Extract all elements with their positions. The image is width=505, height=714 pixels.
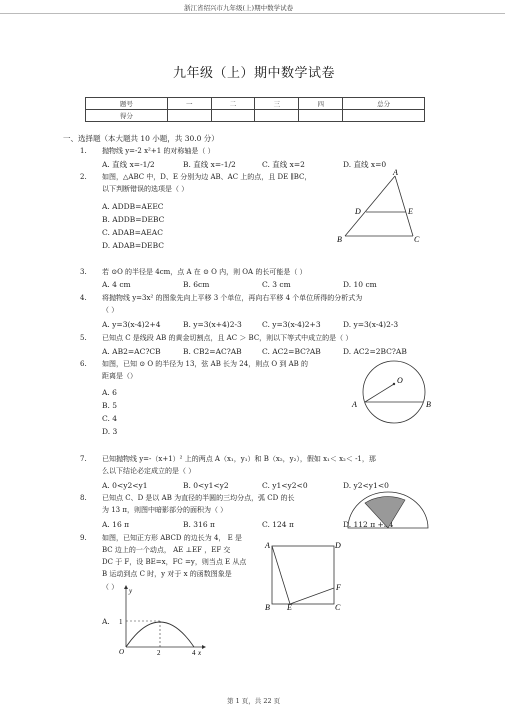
option-d[interactable]: D. y2<y1<0 [343,481,389,490]
figure-label: B [426,400,431,409]
graph-label: 4 [192,649,196,657]
score-cell[interactable] [167,110,211,122]
section-heading: 一、选择题（本大题共 10 小题，共 30.0 分） [63,134,219,143]
question-number: 8. [80,494,87,502]
score-cell[interactable] [343,110,425,122]
question-number: 9. [80,534,87,542]
figure-label: D [355,207,361,216]
score-cell[interactable] [255,110,299,122]
option-a[interactable]: A. y=3(x-4)2+4 [102,320,161,329]
option-a[interactable]: A. AB2=AC?CB [102,347,161,356]
graph-label: y [129,587,133,595]
question-stem: 将抛物线 y=3x² 的图象先向上平移 3 个单位，再向右平移 4 个单位所得的分析式为 [102,294,363,302]
score-cell: 一 [167,98,211,110]
option-d[interactable]: D. 10 cm [343,280,377,289]
graph-label: 2 [157,649,161,657]
option-b[interactable]: B. y=3(x+4)2-3 [183,320,242,329]
question-stem: （ ） [102,306,119,314]
option-b[interactable]: B. 6cm [183,280,210,289]
question-stem: （ ） [102,583,119,591]
question-number: 4. [80,294,87,302]
option-d[interactable]: D. 3 [102,427,118,436]
option-d[interactable]: D. 112 π +34 [343,520,394,529]
question-number: 6. [80,360,87,368]
question-stem: 已知抛物线 y=-（x+1）² 上的两点 A（x₁，y₁）和 B（x₂，y₂），假如 x₁＜ x₂＜ -1，那 [102,455,376,463]
option-b[interactable]: B. CB2=AC?AB [183,347,242,356]
option-d[interactable]: D. AC2=2BC?AB [343,347,407,356]
question-number: 5. [80,334,87,342]
option-a[interactable]: A. 直线 x=-1/2 [102,160,155,169]
question-stem: 么以下结论必定成立的是（ ） [102,467,196,475]
score-cell: 四 [299,98,343,110]
score-cell: 二 [211,98,255,110]
option-c[interactable]: C. 直线 x=2 [262,160,305,169]
question-number: 7. [80,455,87,463]
question-stem: 已知点 C 是线段 AB 的黄金切割点，且 AC ＞ BC，则以下等式中成立的是（ ） [102,334,353,342]
question-number: 1. [80,147,87,155]
question-stem: 如图，已知 ⊙ O 的半径为 13，弦 AB 长为 24，则点 O 到 AB 的 [102,360,309,368]
score-cell[interactable] [211,110,255,122]
score-cell: 得分 [86,110,168,122]
option-c[interactable]: C. 3 cm [262,280,291,289]
question-stem: 如图，已知正方形 ABCD 的边长为 4， E 是 [102,534,242,542]
question-stem: 以下判断错误的选项是（ ） [102,185,189,193]
option-b[interactable]: B. 316 π [183,520,215,529]
option-c[interactable]: C. 124 π [262,520,294,529]
score-cell: 三 [255,98,299,110]
option-d[interactable]: D. y=3(x-4)2-3 [343,320,399,329]
option-c[interactable]: C. y1<y2<0 [262,481,308,490]
question-stem: DC 于 F，设 BE=x，FC =y，则当点 E 从点 [102,558,247,566]
question-stem: 抛物线 y=-2 x²+1 的对称轴是（ ） [102,147,215,155]
semicircle-figure [340,492,432,532]
function-graph [116,585,206,655]
question-number: 2. [80,173,87,181]
score-table-header-row [86,98,425,110]
score-table [85,97,425,122]
score-cell: 题号 [86,98,168,110]
option-a[interactable]: A. 0<y2<y1 [102,481,148,490]
figure-label: B [337,235,342,244]
question-number: 3. [80,268,87,276]
question-stem: B 运动到点 C 时，y 对于 x 的函数图象是 [102,570,232,578]
header-rule [0,13,505,14]
question-stem: BC 边上的一个动点， AE ⊥EF ，EF 交 [102,546,231,554]
option-c[interactable]: C. 4 [102,414,118,423]
question-stem: 若 ⊙O 的半径是 4cm，点 A 在 ⊙ O 内，则 OA 的长可能是（ ） [102,268,307,276]
option-a[interactable]: A. [102,617,110,626]
graph-label: 1 [119,618,123,626]
graph-label: O [119,648,125,656]
option-b[interactable]: B. 直线 x=-1/2 [183,160,236,169]
option-a[interactable]: A. 6 [102,388,117,397]
question-stem: 为 13 π，则图中暗影部分的面积为（ ） [102,506,228,514]
score-cell: 总分 [343,98,425,110]
figure-label: A [393,168,398,177]
option-a[interactable]: A. 16 π [102,520,130,529]
triangle-figure [335,168,425,248]
option-b[interactable]: B. ADDB=DEBC [102,215,165,224]
figure-label: C [414,235,420,244]
option-b[interactable]: B. 5 [102,401,118,410]
page-header: 浙江省绍兴市九年级(上)期中数学试卷 [184,4,294,12]
option-d[interactable]: D. ADAB=DEBC [102,241,165,250]
option-c[interactable]: C. AC2=BC?AB [262,347,321,356]
figure-label: A [265,541,270,550]
square-figure [262,540,342,610]
page-title: 九年级（上）期中数学试卷 [173,66,336,81]
score-table-score-row [86,110,425,122]
option-c[interactable]: C. ADAB=AEAC [102,228,163,237]
question-stem: 已知点 C、D 是以 AB 为直径的半圆的三均分点，弧 CD 的长 [102,494,295,502]
figure-label: O [397,376,403,385]
figure-label: E [408,207,413,216]
figure-label: D [335,541,341,550]
figure-label: F [336,583,341,592]
question-stem: 如图，△ABC 中，D、E 分别为边 AB、AC 上的点，且 DE ∥BC， [102,173,312,181]
option-c[interactable]: C. y=3(x-4)2+3 [262,320,321,329]
option-b[interactable]: B. 0<y1<y2 [183,481,229,490]
circle-figure [348,358,440,428]
figure-label: E [287,603,292,612]
page-footer: 第 1 页，共 22 页 [227,697,281,705]
score-cell[interactable] [299,110,343,122]
graph-label: x [198,649,202,657]
option-a[interactable]: A. 4 cm [102,280,131,289]
question-stem: 距离是（） [102,372,137,380]
option-a[interactable]: A. ADDB=AEEC [102,202,164,211]
figure-label: B [265,603,270,612]
figure-label: A [352,400,357,409]
figure-label: C [335,603,341,612]
option-d[interactable]: D. 直线 x=0 [343,160,387,169]
